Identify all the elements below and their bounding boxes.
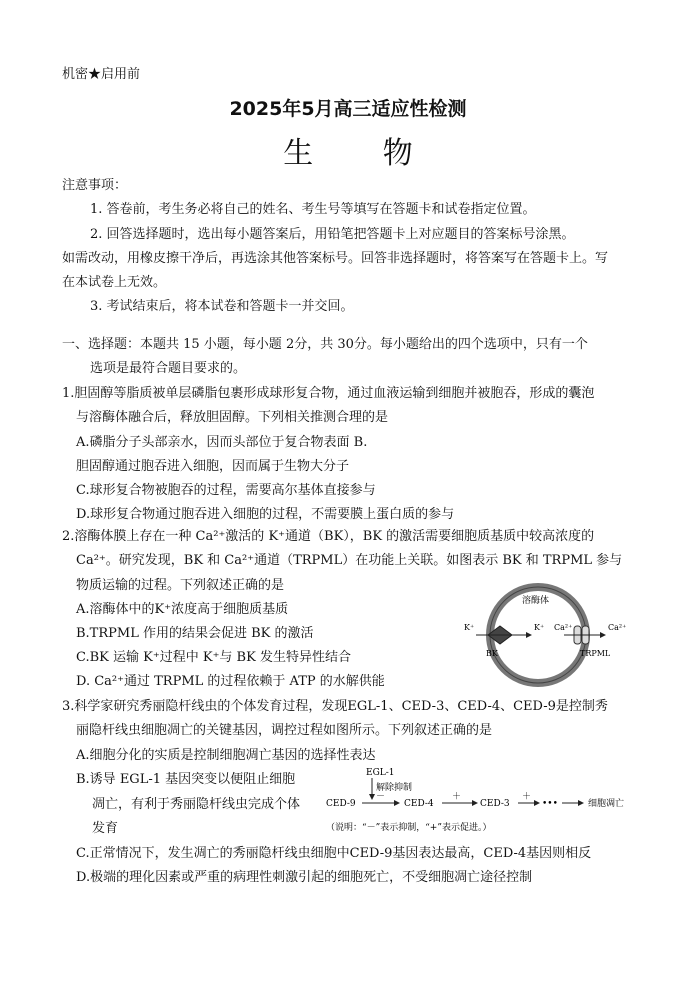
egl1-arrowhead [369,794,375,800]
ca-label-out: Ca²⁺ [608,623,627,632]
q1-option-b: 胆固醇通过胞吞进入细胞，因而属于生物大分子 [76,459,350,474]
q3-option-c: C.正常情况下，发生凋亡的秀丽隐杆线虫细胞中CED-9基因表达最高，CED-4基因则相反 [76,846,592,861]
q2-option-a: A.溶酶体中的K⁺浓度高于细胞质基质 [76,602,289,617]
relieve-label: 解除抑制 [376,783,413,793]
k-label-right: K⁺ [534,623,545,632]
q2-stem: Ca²⁺。研究发现，BK 和 Ca²⁺通道（TRPML）在功能上关联。如图表示 BK 和 TRPML 参与 [76,553,623,568]
q2-option-d: D. Ca²⁺通过 TRPML 的过程依赖于 ATP 的水解供能 [76,674,385,689]
confidential-mark: 机密★启用前 [62,67,141,82]
ced4-arrowhead [472,800,478,806]
q3-option-b-cont: 发育 [92,821,119,836]
ced9-label: CED-9 [326,799,356,809]
q1-stem: 与溶酶体融合后，释放胆固醇。下列相关推测合理的是 [76,410,389,425]
ca-label-in: Ca²⁺ [554,623,573,632]
notice-item: 3. 考试结束后，将本试卷和答题卡一并交回。 [90,299,354,314]
q3-stem: 3.科学家研究秀丽隐杆线虫的个体发育过程，发现EGL-1、CED-3、CED-4、CED-9是控制秀 [62,699,608,714]
q1-stem: 1.胆固醇等脂质被单层磷脂包裹形成球形复合物，通过血液运输到细胞并被胞吞，形成的囊泡 [62,386,595,401]
q2-stem: 物质运输的过程。下列叙述正确的是 [76,578,285,593]
k-arrowhead [526,632,532,638]
section-heading: 一、选择题：本题共 15 小题，每小题 2分，共 30分。每小题给出的四个选项中，只有一个 [62,337,588,352]
q2-option-c: C.BK 运输 K⁺过程中 K⁺与 BK 发生特异性结合 [76,650,351,665]
ced3-arrowhead [534,800,540,806]
plus-sign: ＋ [522,792,532,802]
apoptosis-pathway-diagram [322,764,642,836]
k-label-left: K⁺ [464,623,475,632]
q1-option-c: C.球形复合物被胞吞的过程，需要高尔基体直接参与 [76,483,376,498]
subject-title: 生 物 [283,136,443,171]
exam-title: 2025年5月高三适应性检测 [229,98,467,120]
trpml-label: TRPML [580,649,611,658]
ellipsis: ••• [542,799,558,809]
notice-item: 2. 回答选择题时，选出每小题答案后，用铅笔把答题卡上对应题目的答案标号涂黑。 [90,227,575,242]
minus-sign: － [376,792,386,802]
lysosome-diagram [460,580,640,692]
q2-option-b: B.TRPML 作用的结果会促进 BK 的激活 [76,626,314,641]
plus-sign: ＋ [452,792,462,802]
ca-arrowhead [600,632,606,638]
q3-stem: 丽隐杆线虫细胞凋亡的关键基因，调控过程如图所示。下列叙述正确的是 [76,723,493,738]
q3-option-b: B.诱导 EGL-1 基因突变以便阻止细胞 [76,772,296,787]
q2-stem: 2.溶酶体膜上存在一种 Ca²⁺激活的 K⁺通道（BK），BK 的激活需要细胞质基质中较高浓度的 [62,529,595,544]
ced9-arrowhead [394,800,400,806]
q3-option-d: D.极端的理化因素或严重的病理性刺激引起的细胞死亡，不受细胞凋亡途径控制 [76,870,533,885]
egl1-label: EGL-1 [366,768,395,778]
q3-option-b-cont: 凋亡，有利于秀丽隐杆线虫完成个体 [92,797,301,812]
notice-item: 1. 答卷前，考生务必将自己的姓名、考生号等填写在答题卡和试卷指定位置。 [90,202,536,217]
diagram-note: （说明：“－”表示抑制，“+”表示促进。） [326,823,492,833]
notice-heading: 注意事项： [62,178,128,193]
q3-option-a: A.细胞分化的实质是控制细胞凋亡基因的选择性表达 [76,748,376,763]
section-heading-cont: 选项是最符合题目要求的。 [90,361,247,376]
q1-option-a: A.磷脂分子头部亲水，因而头部位于复合物表面 B. [76,435,368,450]
apoptosis-label: 细胞凋亡 [588,799,625,809]
lysosome-label: 溶酶体 [522,596,550,606]
bk-label: BK [486,649,498,658]
ced3-label: CED-3 [480,799,510,809]
q1-option-d: D.球形复合物通过胞吞进入细胞的过程，不需要膜上蛋白质的参与 [76,507,455,522]
notice-item: 如需改动，用橡皮擦干净后，再选涂其他答案标号。回答非选择题时，将答案写在答题卡上。写 [62,251,609,266]
ced4-label: CED-4 [404,799,434,809]
notice-item: 在本试卷上无效。 [62,275,167,290]
final-arrowhead [578,800,584,806]
